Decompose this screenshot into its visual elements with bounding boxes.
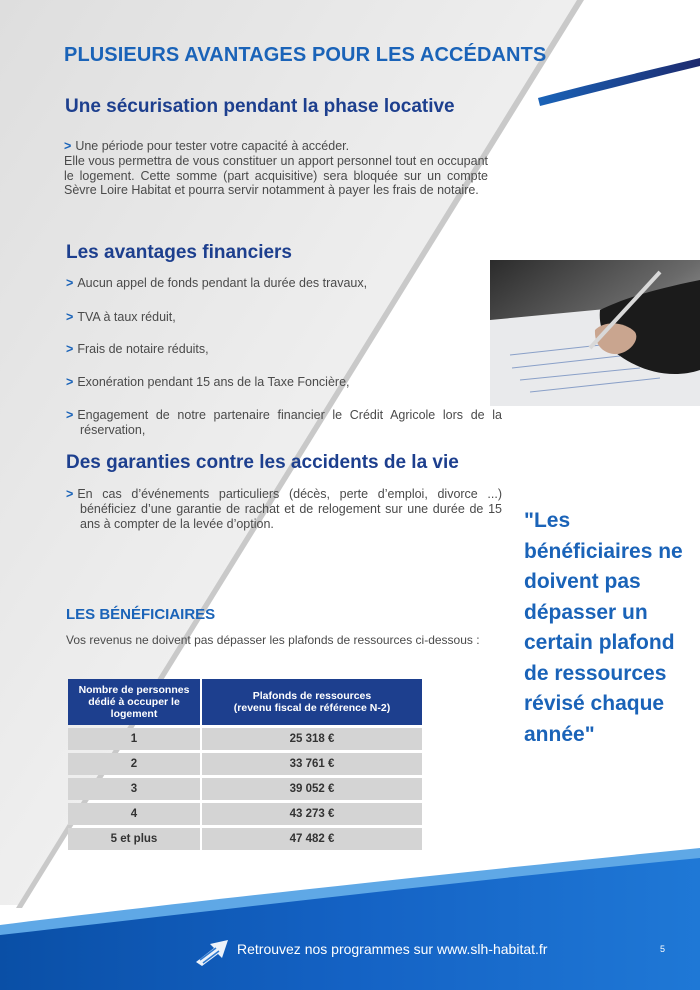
header-swoosh — [538, 58, 700, 106]
table-row — [68, 828, 422, 850]
chevron-right-icon: > — [66, 342, 74, 356]
securisation-block — [64, 139, 488, 198]
footer-band — [0, 858, 700, 990]
chevron-right-icon: > — [66, 408, 74, 422]
securisation-paragraph: Elle vous permettra de vous constituer un apport personnel tout en occupant le logement. Cette somme (part acquisitive) sera bloquée sur un compte Sèvre Loire Habitat et pourra servir notamment à payer les frais de notaire. — [64, 153, 488, 198]
plafond-cell: 39 052 € — [202, 778, 422, 800]
garanties-item-text: En cas d’événements particuliers (décès, perte d’emploi, divorce ...) bénéficiez d’une garantie de rachat et de relogement sur une durée de 15 ans à compter de la levée d’option. — [77, 487, 502, 531]
financier-item-text: Aucun appel de fonds pendant la durée des travaux, — [77, 276, 368, 290]
financier-item — [66, 375, 350, 390]
chevron-right-icon: > — [64, 139, 72, 153]
section-heading-financiers: Les avantages financiers — [66, 242, 292, 263]
table-header-plafonds-line2: (revenu fiscal de référence N-2) — [233, 702, 391, 714]
persons-cell: 4 — [68, 803, 200, 825]
table-row — [68, 728, 422, 750]
financier-item — [66, 276, 367, 291]
securisation-lead — [64, 139, 488, 154]
resources-table — [66, 676, 424, 853]
table-header-plafonds — [202, 679, 422, 725]
arrow-icon — [194, 938, 230, 966]
table-header-plafonds-line1: Plafonds de ressources — [252, 690, 372, 702]
financier-item-text: Frais de notaire réduits, — [77, 342, 209, 356]
persons-cell: 2 — [68, 753, 200, 775]
financier-item — [66, 342, 209, 357]
chevron-right-icon: > — [66, 276, 74, 290]
financier-item — [66, 408, 502, 438]
table-row — [68, 753, 422, 775]
page-title: PLUSIEURS AVANTAGES POUR LES ACCÉDANTS — [64, 44, 547, 66]
persons-cell: 3 — [68, 778, 200, 800]
writing-hand-photo — [490, 260, 700, 406]
persons-cell: 5 et plus — [68, 828, 200, 850]
footer-website-text: Retrouvez nos programmes sur www.slh-habitat.fr — [237, 941, 548, 957]
pull-quote: "Les bénéficiaires ne doivent pas dépasser un certain plafond de ressources révisé chaque année" — [524, 509, 683, 746]
plafond-cell: 47 482 € — [202, 828, 422, 850]
plafond-cell: 33 761 € — [202, 753, 422, 775]
chevron-right-icon: > — [66, 375, 74, 389]
plafond-cell: 25 318 € — [202, 728, 422, 750]
financier-item-text: TVA à taux réduit, — [77, 310, 176, 324]
plafond-cell: 43 273 € — [202, 803, 422, 825]
financier-item-text: Engagement de notre partenaire financier le Crédit Agricole lors de la réservation, — [77, 408, 502, 437]
garanties-item — [66, 487, 502, 532]
table-row — [68, 803, 422, 825]
section-heading-garanties: Des garanties contre les accidents de la vie — [66, 452, 459, 473]
page-number: 5 — [660, 944, 666, 954]
persons-cell: 1 — [68, 728, 200, 750]
chevron-right-icon: > — [66, 310, 74, 324]
securisation-lead-text: Une période pour tester votre capacité à accéder. — [75, 139, 350, 153]
table-header-row — [68, 679, 422, 725]
chevron-right-icon: > — [66, 487, 74, 501]
table-header-persons: Nombre de personnes dédié à occuper le logement — [68, 679, 200, 725]
table-row — [68, 778, 422, 800]
financier-item-text: Exonération pendant 15 ans de la Taxe Foncière, — [77, 375, 350, 389]
beneficiaires-intro: Vos revenus ne doivent pas dépasser les plafonds de ressources ci-dessous : — [66, 633, 480, 647]
section-heading-beneficiaires: LES BÉNÉFICIAIRES — [66, 606, 216, 623]
financier-item — [66, 310, 176, 325]
section-heading-securisation: Une sécurisation pendant la phase locative — [65, 96, 455, 117]
